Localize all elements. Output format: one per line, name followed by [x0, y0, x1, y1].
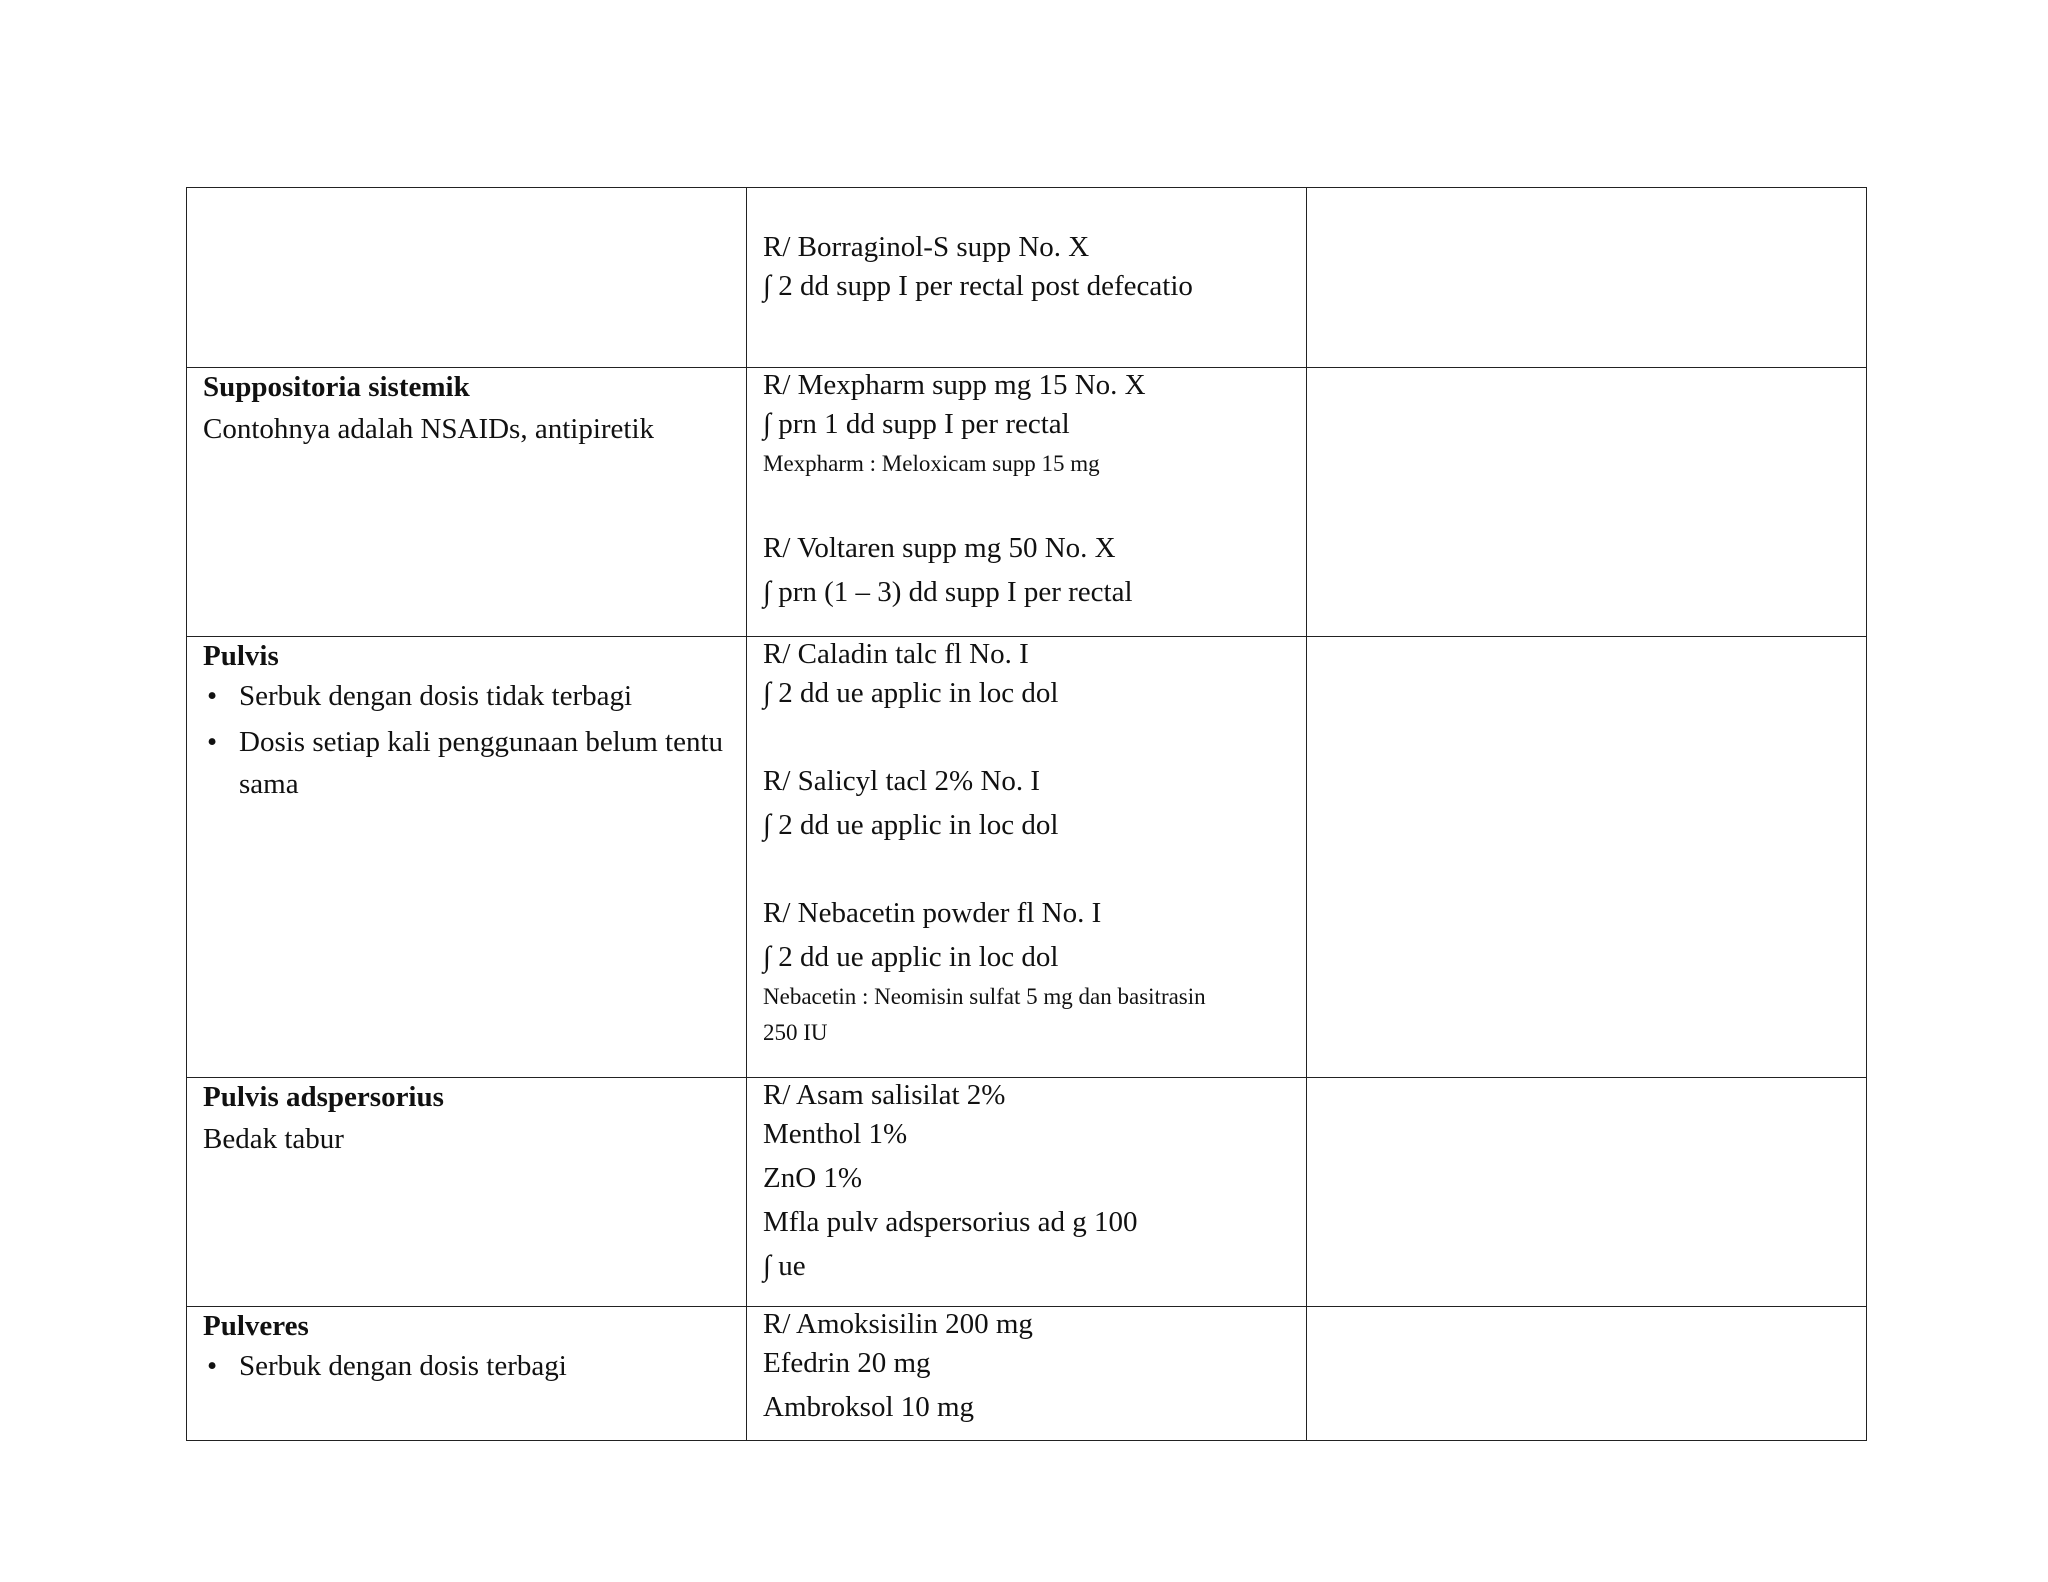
table-row: [187, 1307, 1867, 1441]
prescription-line: ∫ prn 1 dd supp I per rectal: [763, 408, 1070, 440]
table-row: [187, 188, 1867, 368]
prescription-line: R/ Asam salisilat 2%: [763, 1079, 1006, 1111]
prescription-line: R/ Nebacetin powder fl No. I: [763, 897, 1102, 929]
prescription-line: ∫ 2 dd supp I per rectal post defecatio: [763, 270, 1193, 302]
prescription-line: ∫ 2 dd ue applic in loc dol: [763, 941, 1059, 973]
prescription-table: [186, 187, 1867, 1441]
notes-cell: [1307, 1078, 1867, 1307]
bullet-list: [203, 675, 730, 805]
prescription-line: R/ Voltaren supp mg 50 No. X: [763, 532, 1116, 564]
category-cell: [187, 1078, 747, 1307]
prescription-cell: [747, 368, 1307, 637]
prescription-line: Ambroksol 10 mg: [763, 1391, 975, 1423]
prescription-cell: [747, 1078, 1307, 1307]
prescription-line: Efedrin 20 mg: [763, 1347, 931, 1379]
prescription-line: ∫ ue: [763, 1250, 806, 1282]
category-cell: [187, 368, 747, 637]
bullet-item: • Dosis setiap kali penggunaan belum tentu sama: [203, 721, 730, 805]
table-row: [187, 637, 1867, 1078]
notes-cell: [1307, 1307, 1867, 1441]
notes-cell: [1307, 368, 1867, 637]
prescription-line: R/ Borraginol-S supp No. X: [763, 231, 1090, 263]
prescription-line: R/ Salicyl tacl 2% No. I: [763, 765, 1041, 797]
spacer: [763, 847, 1290, 891]
notes-cell: [1307, 188, 1867, 368]
prescription-line: ∫ 2 dd ue applic in loc dol: [763, 809, 1059, 841]
bullet-item: • Serbuk dengan dosis terbagi: [203, 1345, 730, 1387]
category-cell: [187, 637, 747, 1078]
category-title: Pulvis adspersorius: [203, 1081, 444, 1113]
prescription-cell: [747, 188, 1307, 368]
prescription-line: Menthol 1%: [763, 1118, 908, 1150]
category-cell: [187, 188, 747, 368]
spacer: [763, 482, 1290, 526]
bullet-list: [203, 1345, 730, 1387]
prescription-line: R/ Mexpharm supp mg 15 No. X: [763, 369, 1146, 401]
prescription-note: Mexpharm : Meloxicam supp 15 mg: [763, 451, 1100, 476]
category-title: Pulveres: [203, 1310, 309, 1342]
prescription-line: Mfla pulv adspersorius ad g 100: [763, 1206, 1138, 1238]
prescription-line: R/ Amoksisilin 200 mg: [763, 1308, 1033, 1340]
prescription-cell: [747, 1307, 1307, 1441]
category-title: Suppositoria sistemik: [203, 371, 470, 403]
prescription-line: ZnO 1%: [763, 1162, 863, 1194]
category-cell: [187, 1307, 747, 1441]
prescription-cell: [747, 637, 1307, 1078]
prescription-line: R/ Caladin talc fl No. I: [763, 638, 1029, 670]
prescription-note: Nebacetin : Neomisin sulfat 5 mg dan basitrasin: [763, 984, 1206, 1009]
prescription-note: 250 IU: [763, 1020, 828, 1045]
spacer: [763, 715, 1290, 759]
table-row: [187, 1078, 1867, 1307]
category-title: Pulvis: [203, 640, 279, 672]
notes-cell: [1307, 637, 1867, 1078]
prescription-line: ∫ prn (1 – 3) dd supp I per rectal: [763, 576, 1133, 608]
table-row: [187, 368, 1867, 637]
bullet-item: • Serbuk dengan dosis tidak terbagi: [203, 675, 730, 717]
category-description: Contohnya adalah NSAIDs, antipiretik: [203, 413, 655, 445]
prescription-line: ∫ 2 dd ue applic in loc dol: [763, 677, 1059, 709]
category-description: Bedak tabur: [203, 1123, 344, 1155]
